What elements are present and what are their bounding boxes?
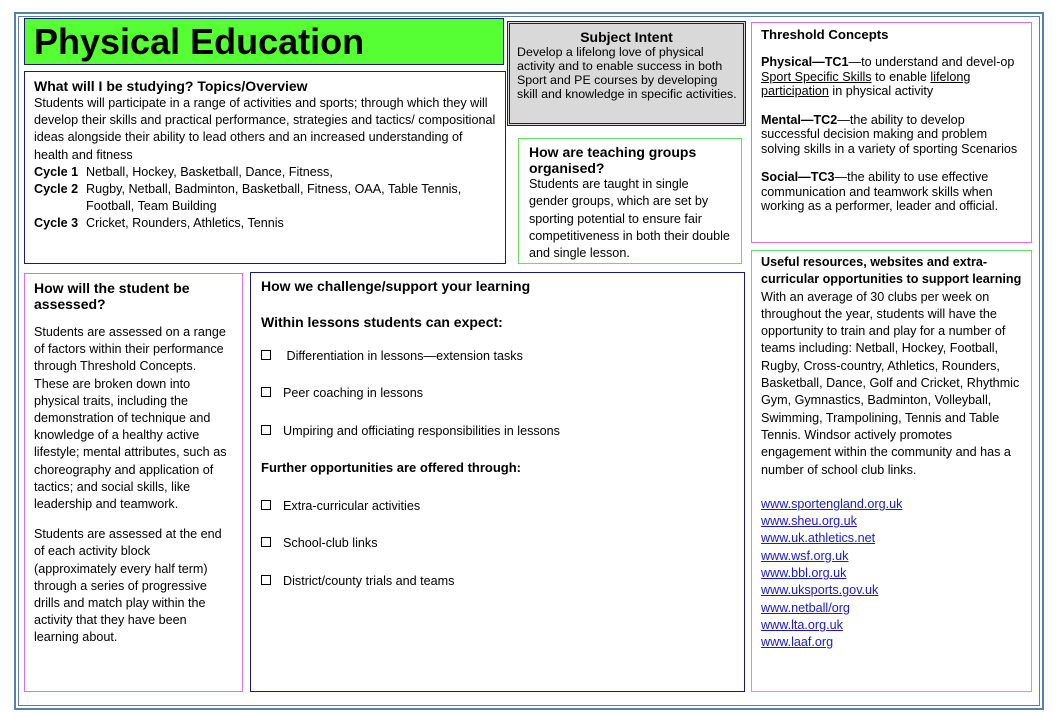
- link-wsf[interactable]: www.wsf.org.uk: [761, 548, 849, 563]
- link-laaf[interactable]: www.laaf.org: [761, 635, 834, 650]
- teaching-groups-box: [518, 138, 742, 264]
- threshold-concepts-box: [751, 22, 1032, 243]
- assessment-para-2: Students are assessed at the end of each activity block (approximately every half term) through a series of progressive drills and match play within the activity that they have been learning about.: [34, 527, 222, 645]
- link-sheu[interactable]: www.sheu.org.uk: [761, 514, 857, 529]
- checkbox-icon: [261, 425, 271, 435]
- teaching-groups-text: Students are taught in single gender groups, which are set by sporting potential to ensure fair competitiveness in both their double and single lesson.: [529, 177, 730, 261]
- checkbox-icon: [261, 387, 271, 397]
- cycle-3: Cycle 3 Cricket, Rounders, Athletics, Tennis: [34, 216, 284, 231]
- subject-intent-heading: Subject Intent: [580, 29, 673, 45]
- assessment-heading: How will the student be assessed?: [34, 280, 190, 312]
- resources-heading: Useful resources, websites and extra-curricular opportunities to support learning: [761, 255, 1022, 287]
- subject-intent-text: Develop a lifelong love of physical activity and to enable success in both Sport and PE courses by developing skill and knowledge in specific activities.: [517, 45, 737, 101]
- checkbox-icon: [261, 350, 271, 360]
- challenge-box: [250, 272, 745, 692]
- further-item-1: Extra-curricular activities: [261, 499, 420, 513]
- studying-text: Students will participate in a range of activities and sports; through which they will develop their skills and practical performance, strategies and tactics/ compositional ideas alongside their ability to lead others and an increased understanding of health and fitness: [34, 96, 496, 162]
- link-uk-athletics[interactable]: www.uk.athletics.net: [761, 531, 876, 546]
- link-bbl[interactable]: www.bbl.org.uk: [761, 566, 847, 581]
- within-item-1: Differentiation in lessons—extension tasks: [261, 349, 523, 363]
- threshold-heading: Threshold Concepts: [761, 27, 889, 42]
- link-sportengland[interactable]: www.sportengland.org.uk: [761, 496, 903, 511]
- within-item-2: Peer coaching in lessons: [261, 386, 423, 400]
- threshold-physical: Physical—TC1—to understand and devel-op Sport Specific Skills to enable lifelong participation in physical activity: [761, 55, 1015, 98]
- title-banner: [24, 18, 504, 65]
- checkbox-icon: [261, 575, 271, 585]
- assessment-para-1: Students are assessed on a range of factors within their performance through Threshold Concepts. These are broken down into physical traits, including the demonstration of technique and knowledge of a healthy active lifestyle; mental attributes, such as choreography and application of tactics; and social skills, like leadership and teamwork.: [34, 325, 227, 512]
- further-heading: Further opportunities are offered through:: [261, 460, 521, 475]
- teaching-groups-heading: How are teaching groups organised?: [529, 144, 697, 176]
- link-uksports[interactable]: www.uksports.gov.uk: [761, 583, 879, 598]
- cycle-2: Cycle 2 Rugby, Netball, Badminton, Basketball, Fitness, OAA, Table Tennis,: [34, 182, 462, 197]
- within-lessons-heading: Within lessons students can expect:: [261, 314, 503, 330]
- studying-box: [24, 71, 506, 264]
- threshold-mental: Mental—TC2—the ability to develop successful decision making and problem solving skills in a variety of sporting Scenarios: [761, 112, 1018, 156]
- resource-links: [761, 496, 1022, 652]
- resources-box: [751, 250, 1032, 692]
- within-item-3: Umpiring and officiating responsibilities in lessons: [261, 424, 560, 438]
- threshold-social: Social—TC3—the ability to use effective communication and teamwork skills when working as a performer, leader and official.: [761, 170, 999, 213]
- assessment-box: [24, 273, 243, 692]
- page-title: Physical Education: [34, 21, 365, 62]
- studying-heading: What will I be studying? Topics/Overview: [34, 78, 308, 94]
- checkbox-icon: [261, 500, 271, 510]
- link-netball[interactable]: www.netball/org: [761, 600, 850, 615]
- further-item-3: District/county trials and teams: [261, 574, 454, 588]
- checkbox-icon: [261, 537, 271, 547]
- challenge-heading: How we challenge/support your learning: [261, 278, 531, 294]
- resources-text: With an average of 30 clubs per week on throughout the year, students will have the opportunity to train and play for a number of teams including: Netball, Hockey, Football, Rugby, Cross-country, Athletics, Rounders, Basketball, Dance, Golf and Cricket, Rhythmic Gym, Gymnastics, Badminton, Volleyball, Swimming, Trampolining, Tennis and Table Tennis. Windsor actively promotes engagement within the community and has a number of school club links.: [761, 289, 1020, 477]
- link-lta[interactable]: www.lta.org.uk: [761, 617, 843, 632]
- cycle-2-continued: Football, Team Building: [86, 199, 217, 214]
- cycle-1: Cycle 1 Netball, Hockey, Basketball, Dance, Fitness,: [34, 164, 333, 179]
- subject-intent-box: [507, 21, 746, 126]
- further-item-2: School-club links: [261, 536, 378, 550]
